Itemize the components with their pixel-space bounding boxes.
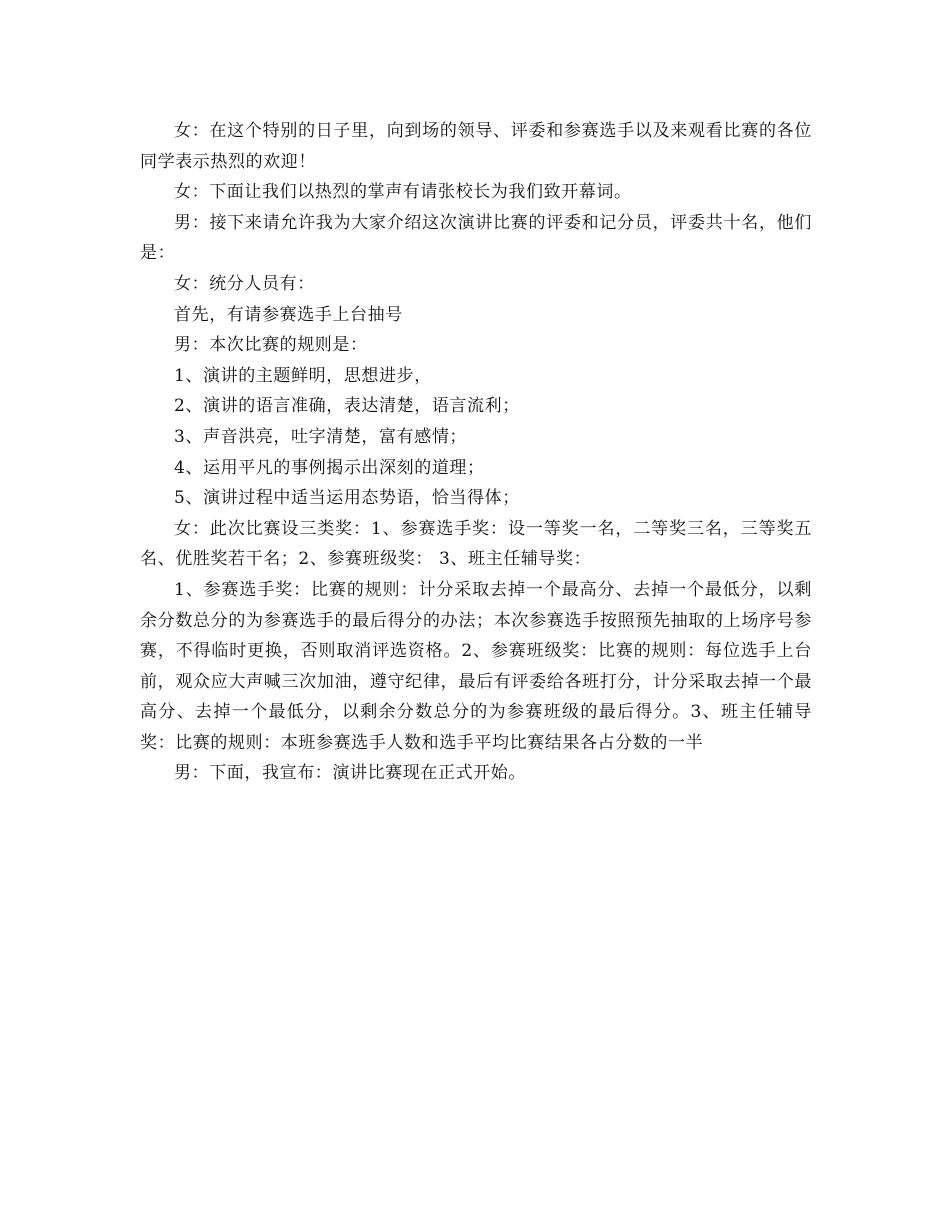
paragraph-announcement: 男：下面，我宣布：演讲比赛现在正式开始。: [174, 763, 526, 784]
rule-item-5: 5、演讲过程中适当运用态势语，恰当得体；: [174, 488, 520, 509]
paragraph-judges-intro: 男：接下来请允许我为大家介绍这次演讲比赛的评委和记分员，评委共十名，他们是：: [140, 212, 812, 264]
rule-item-4: 4、运用平凡的事例揭示出深刻的道理；: [174, 457, 485, 478]
paragraph-award-rules: 1、参赛选手奖：比赛的规则：计分采取去掉一个最高分、去掉一个最低分，以剩余分数总分的为参赛选手的最后得分的办法；本次参赛选手按照预先抽取的上场序号参赛，不得临时更换，否则取消评选资格。2、参赛班级奖：比赛的规则：每位选手上台前，观众应大声喊三次加油，遵守纪律，最后有评委给各班打分，计分采取去掉一个最高分、去掉一个最低分，以剩余分数总分的为参赛班级的最后得分。3、班主任辅导奖：比赛的规则：本班参赛选手人数和选手平均比赛结果各占分数的一半: [140, 579, 812, 753]
paragraph-welcome: 女：在这个特别的日子里，向到场的领导、评委和参赛选手以及来观看比赛的各位同学表示热烈的欢迎！: [140, 121, 812, 172]
paragraph-scorers: 女：统分人员有：: [174, 273, 315, 294]
paragraph-draw-lots: 首先，有请参赛选手上台抽号: [174, 304, 403, 325]
rule-item-2: 2、演讲的语言准确，表达清楚，语言流利；: [174, 396, 520, 417]
document-body: [140, 116, 812, 789]
paragraph-opening-speech: 女：下面让我们以热烈的掌声有请张校长为我们致开幕词。: [174, 182, 632, 203]
paragraph-award-categories: 女：此次比赛设三类奖：1、参赛选手奖：设一等奖一名，二等奖三名，三等奖五名、优胜奖若干名；2、参赛班级奖： 3、班主任辅导奖：: [140, 518, 812, 570]
paragraph-rules-heading: 男：本次比赛的规则是：: [174, 335, 368, 356]
rule-item-3: 3、声音洪亮，吐字清楚，富有感情；: [174, 426, 468, 447]
rule-item-1: 1、演讲的主题鲜明，思想进步，: [174, 365, 432, 386]
